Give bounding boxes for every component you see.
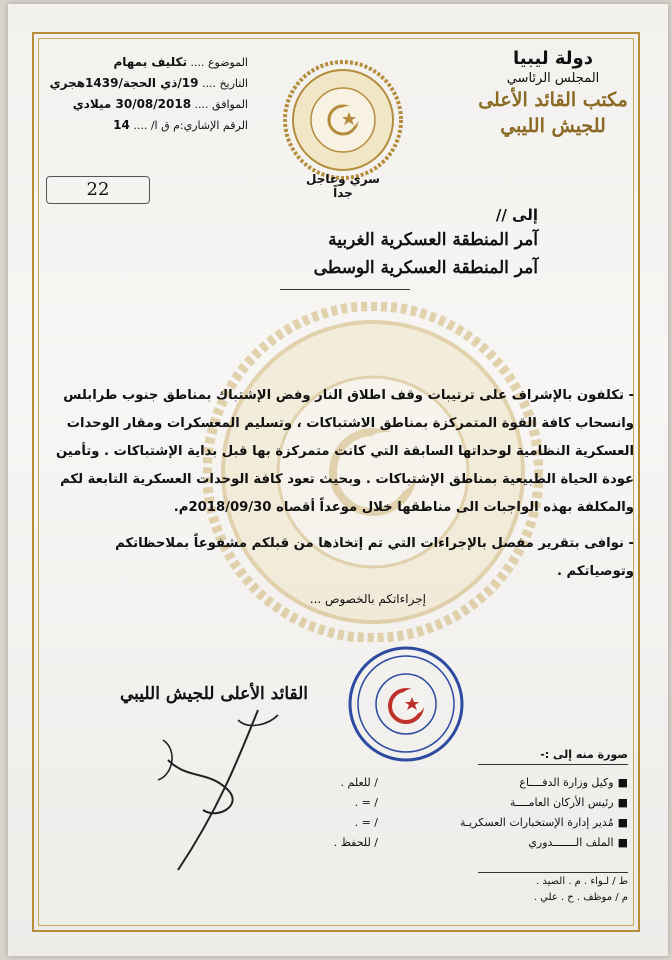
- blue-seal-icon: [346, 644, 466, 764]
- office-name-line2: للجيش الليبي: [500, 115, 606, 137]
- copies-heading: صورة منه إلى :-: [540, 748, 628, 761]
- copy-recipient: ■رئيس الأركان العامــــة: [509, 796, 628, 809]
- meta-date-hijri: التاريخ .... 19/ذي الحجة/1439هجري: [49, 76, 248, 90]
- to-label: إلى //: [495, 206, 538, 224]
- footer-clerk: م / موظف . ح . علي .: [533, 892, 628, 903]
- council-name: المجلس الرئاسي: [506, 71, 600, 86]
- footer-typist: ط / لـواء . م . الصيد .: [536, 876, 628, 887]
- body-paragraph-2: - نوافى بتقرير مفصل بالإجراءات التي تم إتخاذها من قبلكم مشفوعاً بملاحظاتكم وتوصياتكم .: [115, 536, 634, 579]
- signer-title: القائد الأعلى للجيش الليبي: [120, 684, 308, 704]
- copy-action: / = .: [354, 796, 378, 809]
- handwritten-reference-box: 22: [46, 176, 150, 204]
- classification-stamp: سري وعاجل جداً: [306, 172, 380, 200]
- gold-seal-icon: [283, 60, 403, 180]
- office-name-line1: مكتب القائد الأعلى: [478, 89, 628, 111]
- handwritten-signature-icon: [148, 700, 298, 880]
- letterhead: [478, 48, 628, 138]
- copy-action: / للحفظ .: [333, 836, 378, 849]
- footer-rule: [478, 872, 628, 873]
- meta-subject: الموضوع .... تكليف بمهام: [113, 55, 248, 69]
- recipients-underline: [280, 289, 410, 290]
- document-sheet: [8, 4, 668, 956]
- meta-reference: الرقم الإشاري:م ق ا/ .... 14: [113, 118, 248, 132]
- copies-underline: [478, 764, 628, 765]
- document-meta: [48, 52, 248, 136]
- copy-recipient: ■مُدير إدارة الإستخبارات العسكريـة: [460, 816, 628, 829]
- body-paragraph-1: - تكلفون بالإشراف على ترتيبات وقف اطلاق النار وفض الإشتباك بمناطق جنوب طرابلس وانسحاب كافة القوة المتمركزة بمناطق الاشتباكات ، وتسليم المعسكرات ومقار الوحدات العسكرية النظامية لوحداتها السابقة التي كانت متمركزة بها قبل بداية الإشتباكات . وتأمين عودة الحياة الطبيعية بمناطق الإشتباكات . وبحيث تعود كافة الوحدات العسكرية التابعة لكم والمكلفة بهذه الواجبات الى مناطقها خلال موعداً أقصاه 2018/09/30م.: [55, 388, 634, 515]
- recipient-west: آمر المنطقة العسكرية الغربية: [328, 230, 538, 250]
- copy-recipient: ■وكيل وزارة الدفــــاع: [519, 776, 628, 789]
- closing-line: إجراءاتكم بالخصوص ...: [309, 592, 426, 606]
- copy-action: / = .: [354, 816, 378, 829]
- copy-action: / للعلم .: [340, 776, 378, 789]
- recipient-central: آمر المنطقة العسكرية الوسطى: [313, 258, 538, 278]
- copy-recipient: ■الملف الـــــــدوري: [528, 836, 628, 849]
- meta-date-gregorian: الموافق .... 30/08/2018 ميلادي: [72, 97, 248, 111]
- state-name: دولة ليبيا: [513, 48, 593, 69]
